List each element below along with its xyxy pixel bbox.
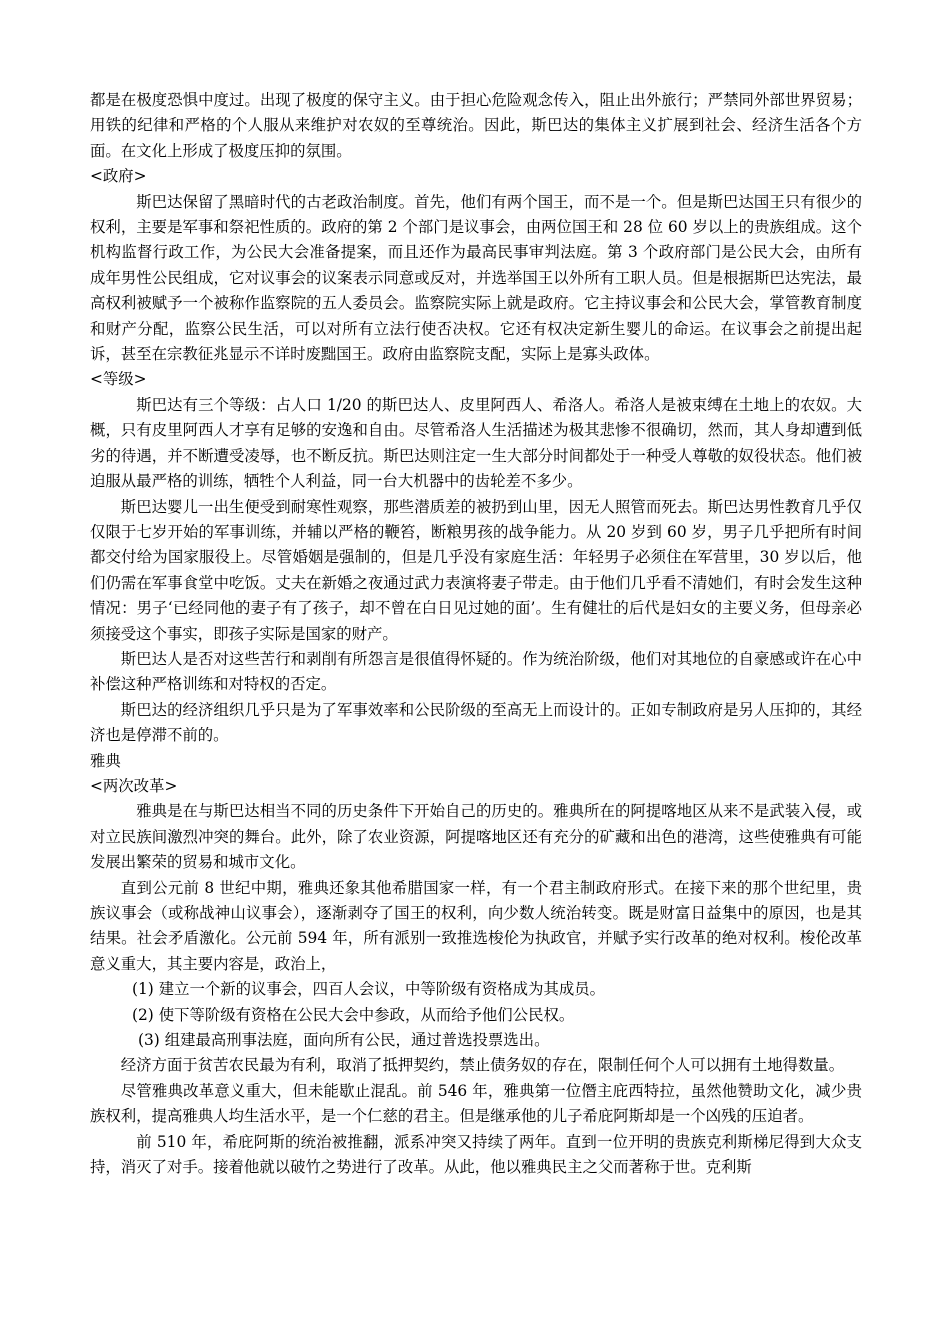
paragraph-spartan-upbringing: 斯巴达婴儿一出生便受到耐寒性观察，那些潜质差的被扔到山里，因无人照管而死去。斯巴达男性教育几乎仅仅限于七岁开始的军事训练，并辅以严格的鞭笞，断粮男孩的战争能力。从 20 岁到 60 岁，男子几乎把所有时间都交付给为国家服役上。尽管婚姻是强制的，但是几乎没有家庭生活：年轻男子必须住在军营里，30 岁以后，他们仍需在军事食堂中吃饭。丈夫在新婚之夜通过武力表演将妻子带走。由于他们几乎看不清她们，有时会发生这种情况：男子‘已经同他的妻子有了孩子，却不曾在白日见过她的面’。生有健壮的后代是妇女的主要义务，但母亲必须接受这个事实，即孩子实际是国家的财产。 — [90, 497, 862, 643]
paragraph-spartan-economy: 斯巴达的经济组织几乎只是为了军事效率和公民阶级的至高无上而设计的。正如专制政府是另人压抑的，其经济也是停滞不前的。 — [90, 700, 862, 745]
paragraph-spartan-conservatism: 都是在极度恐惧中度过。出现了极度的保守主义。由于担心危险观念传入，阻止出外旅行；严禁同外部世界贸易；用铁的纪律和严格的个人服从来维护对农奴的至尊统治。因此，斯巴达的集体主义扩展到社会、经济生活各个方面。在文化上形成了极度压抑的氛围。 — [90, 91, 862, 160]
section-heading-two-reforms: <两次改革> — [90, 776, 178, 795]
list-item-reform-3: (3) 组建最高刑事法庭，面向所有公民，通过普选投票选出。 — [138, 1031, 550, 1050]
document-page — [90, 88, 862, 1180]
paragraph-athens-conditions: 雅典是在与斯巴达相当不同的历史条件下开始自己的历史的。雅典所在的阿提喀地区从来不是武装入侵，或对立民族间激烈冲突的舞台。此外，除了农业资源，阿提喀地区还有充分的矿藏和出色的港湾，这些使雅典有可能发展出繁荣的贸易和城市文化。 — [90, 802, 862, 872]
paragraph-peisistratus: 尽管雅典改革意义重大，但未能歇止混乱。前 546 年，雅典第一位僭主庇西特拉，虽然他赞助文化，减少贵族权利，提高雅典人均生活水平，是一个仁慈的君主。但是继承他的儿子希庇阿斯却是一个凶残的压迫者。 — [90, 1081, 862, 1126]
section-heading-government: <政府> — [90, 167, 147, 186]
paragraph-spartan-government: 斯巴达保留了黑暗时代的古老政治制度。首先，他们有两个国王，而不是一个。但是斯巴达国王只有很少的权利，主要是军事和祭祀性质的。政府的第 2 个部门是议事会，由两位国王和 28 位 60 岁以上的贵族组成。这个机构监督行政工作，为公民大会准备提案，而且还作为最高民事审判法庭。第 3 个政府部门是公民大会，由所有成年男性公民组成，它对议事会的议案表示同意或反对，并选举国王以外所有工职人员。但是根据斯巴达宪法，最高权利被赋予一个被称作监察院的五人委员会。监察院实际上就是政府。它主持议事会和公民大会，掌管教育制度和财产分配，监察公民生活，可以对所有立法行使否决权。它还有权决定新生婴儿的命运。在议事会之前提出起诉，甚至在宗教征兆显示不详时废黜国王。政府由监察院支配，实际上是寡头政体。 — [90, 192, 862, 364]
paragraph-cleisthenes: 前 510 年，希庇阿斯的统治被推翻，派系冲突又持续了两年。直到一位开明的贵族克利斯梯尼得到大众支持，消灭了对手。接着他就以破竹之势进行了改革。从此，他以雅典民主之父而著称于世。克利斯 — [90, 1132, 862, 1177]
section-heading-athens: 雅典 — [90, 751, 121, 770]
paragraph-athens-solon: 直到公元前 8 世纪中期，雅典还象其他希腊国家一样，有一个君主制政府形式。在接下来的那个世纪里，贵族议事会（或称战神山议事会），逐渐剥夺了国王的权利，向少数人统治转变。既是财富日益集中的原因，也是其结果。社会矛盾激化。公元前 594 年，所有派别一致推选梭伦为执政官，并赋予实行改革的绝对权利。梭伦改革意义重大，其主要内容是，政治上， — [90, 878, 862, 973]
list-item-reform-1: (1) 建立一个新的议事会，四百人会议，中等阶级有资格成为其成员。 — [132, 980, 606, 999]
section-heading-classes: <等级> — [90, 370, 147, 389]
list-item-reform-2: (2) 使下等阶级有资格在公民大会中参政，从而给予他们公民权。 — [132, 1005, 575, 1024]
paragraph-spartan-classes: 斯巴达有三个等级：占人口 1/20 的斯巴达人、皮里阿西人、希洛人。希洛人是被束缚在土地上的农奴。大概，只有皮里阿西人才享有足够的安逸和自由。尽管希洛人生活描述为极其悲惨不很确切，然而，其人身却遭到低劣的待遇，并不断遭受凌辱，也不断反抗。斯巴达则注定一生大部分时间都处于一种受人尊敬的奴役状态。他们被迫服从最严格的训练，牺牲个人利益，同一台大机器中的齿轮差不多少。 — [90, 395, 862, 491]
paragraph-economic-reform: 经济方面于贫苦农民最为有利，取消了抵押契约，禁止债务奴的存在，限制任何个人可以拥有土地得数量。 — [120, 1056, 845, 1075]
paragraph-spartan-attitude: 斯巴达人是否对这些苦行和剥削有所怨言是很值得怀疑的。作为统治阶级，他们对其地位的自豪感或许在心中补偿这种严格训练和对特权的否定。 — [90, 649, 862, 694]
